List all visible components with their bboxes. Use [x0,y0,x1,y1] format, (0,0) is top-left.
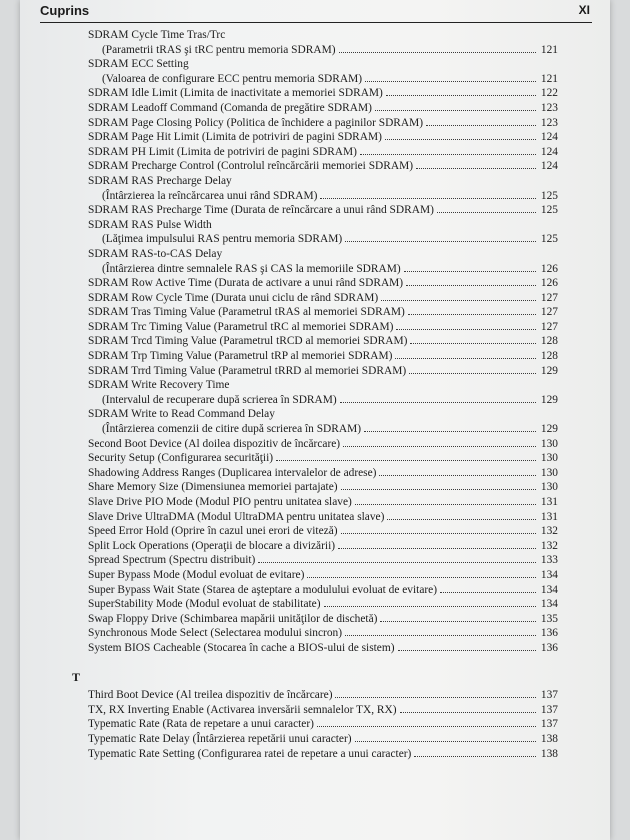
toc-entry-heading: SDRAM RAS Precharge Delay [88,174,232,187]
toc-entry [88,495,558,510]
toc-entry [88,232,558,247]
dot-leader [324,606,536,607]
dot-leader [409,373,536,374]
toc-entry-title: SuperStability Mode (Modul evoluat de stabilitate) [88,598,321,611]
dot-leader [258,562,536,563]
dot-leader [406,285,536,286]
dot-leader [408,314,536,315]
dot-leader [341,533,536,534]
toc-entry-title: System BIOS Cacheable (Stocarea în cache a BIOS-ului de sistem) [88,641,395,654]
toc-entry-title: Split Lock Operations (Operaţii de blocare a divizării) [88,539,336,552]
toc-entry-page: 136 [540,641,558,654]
toc-entry-title: (Lăţimea impulsului RAS pentru memoria SDRAM) [102,233,343,246]
toc-entry [88,524,558,539]
toc-entry [88,262,558,277]
toc-entry-title: SDRAM PH Limit (Limita de potriviri de pagini SDRAM) [88,145,357,158]
toc-entry-title: Super Bypass Mode (Modul evoluat de evitare) [88,568,305,581]
toc-entry-page: 137 [540,718,558,731]
toc-entry [88,641,558,656]
dot-leader [340,402,536,403]
toc-entry [88,291,558,306]
toc-entry-title: SDRAM Row Cycle Time (Durata unui ciclu de rând SDRAM) [88,291,379,304]
toc-entry [88,349,558,364]
toc-entry [88,276,558,291]
toc-entry-title: SDRAM Precharge Control (Controlul reîncărcării memoriei SDRAM) [88,160,413,173]
dot-leader [317,726,536,727]
toc-entry-title: SDRAM Page Closing Policy (Politica de închidere a paginilor SDRAM) [88,116,424,129]
toc-entry-page: 127 [540,320,558,333]
dot-leader [400,712,536,713]
dot-leader [276,460,536,461]
toc-entry-title: SDRAM Row Active Time (Durata de activare a unui rând SDRAM) [88,277,404,290]
toc-entry-page: 126 [540,262,558,275]
toc-entry [88,688,558,703]
dot-leader [307,577,536,578]
toc-entry-title: Speed Error Hold (Oprire în cazul unei erori de viteză) [88,525,338,538]
toc-entry-heading: SDRAM Write Recovery Time [88,379,230,392]
toc-entry-title: SDRAM Trrd Timing Value (Parametrul tRRD al memoriei SDRAM) [88,364,407,377]
toc-entry-title: (Valoarea de configurare ECC pentru memoria SDRAM) [102,72,363,85]
toc-entry-heading: SDRAM Cycle Time Tras/Trc [88,29,226,41]
toc-entry [88,747,558,762]
dot-leader [335,697,536,698]
toc-entry [88,145,558,160]
dot-leader [395,358,536,359]
toc-entry-page: 127 [540,291,558,304]
dot-leader [426,125,536,126]
toc-entry-title: (Întârzierea dintre semnalele RAS şi CAS la memoriile SDRAM) [102,262,401,275]
toc-entry-title: SDRAM Leadoff Command (Comanda de pregătire SDRAM) [88,101,372,114]
toc-entry-page: 123 [540,116,558,129]
header-title: Cuprins [40,3,90,18]
toc-entry-title: (Intervalul de recuperare după scrierea în SDRAM) [102,393,337,406]
toc-entry-page: 128 [540,335,558,348]
toc-entry-page: 131 [540,510,558,523]
toc-entry-title: Super Bypass Wait State (Starea de aşteptare a modulului evoluat de evitare) [88,583,438,596]
toc-entry [88,612,558,627]
toc-entry-title: Slave Drive UltraDMA (Modul UltraDMA pentru unitatea slave) [88,510,385,523]
dot-leader [364,431,536,432]
toc-entry [88,203,558,218]
dot-leader [341,489,536,490]
toc-entry-title: Second Boot Device (Al doilea dispozitiv de încărcare) [88,437,341,450]
toc-entry-page: 124 [540,160,558,173]
table-of-contents [72,28,558,761]
toc-entry-page: 134 [540,568,558,581]
toc-entry [88,305,558,320]
header-page-number: XI [578,3,590,17]
dot-leader [398,650,536,651]
toc-entry-page: 130 [540,452,558,465]
toc-entry-page: 134 [540,598,558,611]
toc-entry-page: 138 [540,732,558,745]
toc-entry-page: 130 [540,437,558,450]
section-letter-t: T [72,669,81,684]
toc-entry-title: Typematic Rate Delay (Întârzierea repetării unui caracter) [88,732,352,745]
toc-entry-page: 121 [540,72,558,85]
dot-leader [404,271,536,272]
dot-leader [385,139,536,140]
toc-entry-page: 137 [540,703,558,716]
toc-entry-page: 133 [540,554,558,567]
toc-entry-heading: SDRAM Write to Read Command Delay [88,408,275,421]
toc-entry-page: 136 [540,627,558,640]
toc-entry [88,116,558,131]
toc-entry [88,568,558,583]
toc-entry-page: 134 [540,583,558,596]
running-header [40,2,592,23]
toc-entry-page: 131 [540,496,558,508]
toc-entry-page: 128 [540,350,558,363]
toc-entry [88,451,558,466]
dot-leader [343,446,536,447]
dot-leader [414,756,536,757]
dot-leader [440,592,536,593]
toc-entry-page: 121 [540,43,558,56]
toc-entry [88,334,558,349]
toc-entry-page: 126 [540,277,558,290]
toc-entry-title: SDRAM RAS Precharge Time (Durata de reîncărcare a unui rând SDRAM) [88,204,434,217]
toc-entry [88,422,558,437]
toc-entry [88,466,558,481]
dot-leader [437,212,536,213]
toc-entry [88,583,558,598]
toc-entry [88,101,558,116]
dot-leader [396,329,536,330]
dot-leader [355,741,536,742]
toc-entry-title: SDRAM Trp Timing Value (Parametrul tRP al memoriei SDRAM) [88,350,393,363]
toc-entry-title: (Întârzierea la reîncărcarea unui rând SDRAM) [102,189,318,202]
toc-entry-page: 132 [540,525,558,538]
toc-entry-page: 132 [540,539,558,552]
toc-entry-page: 138 [540,747,558,760]
dot-leader [410,343,536,344]
toc-entry [88,364,558,379]
toc-entry [88,189,558,204]
toc-entry-title: SDRAM Page Hit Limit (Limita de potriviri de pagini SDRAM) [88,131,382,144]
toc-entry-page: 124 [540,145,558,158]
toc-entry-page: 135 [540,612,558,625]
dot-leader [360,154,536,155]
toc-entry [88,626,558,641]
toc-entry-page: 123 [540,101,558,114]
dot-leader [355,504,536,505]
toc-entry-title: SDRAM Tras Timing Value (Parametrul tRAS al memoriei SDRAM) [88,306,405,319]
toc-entry-title: TX, RX Inverting Enable (Activarea inversării semnalelor TX, RX) [88,703,397,716]
toc-entry-title: SDRAM Trc Timing Value (Parametrul tRC al memoriei SDRAM) [88,320,394,333]
dot-leader [379,475,536,476]
toc-entry-page: 137 [540,689,558,702]
toc-entry [88,480,558,495]
toc-entry [88,320,558,335]
toc-entry-page: 129 [540,393,558,406]
toc-entry-page: 129 [540,423,558,436]
toc-entry [88,597,558,612]
toc-entry [88,159,558,174]
toc-entry-title: Share Memory Size (Dimensiunea memoriei partajate) [88,481,338,494]
toc-entry-page: 125 [540,233,558,246]
toc-entry-title: Typematic Rate Setting (Configurarea ratei de repetare a unui caracter) [88,747,412,760]
dot-leader [365,81,536,82]
dot-leader [386,95,536,96]
toc-entry-heading: SDRAM ECC Setting [88,58,189,71]
toc-entry [88,43,558,58]
dot-leader [339,52,537,53]
dot-leader [387,519,536,520]
dot-leader [345,635,536,636]
toc-entry-page: 124 [540,131,558,144]
toc-entry [88,510,558,525]
toc-entry [88,539,558,554]
toc-entry-title: Spread Spectrum (Spectru distribuit) [88,554,256,567]
dot-leader [320,198,536,199]
toc-entry-page: 130 [540,466,558,479]
toc-entry [88,703,558,718]
toc-section-t [88,688,558,761]
dot-leader [380,621,536,622]
toc-entry-title: Shadowing Address Ranges (Duplicarea intervalelor de adrese) [88,466,377,479]
toc-entry-title: Swap Floppy Drive (Schimbarea mapării unităţilor de dischetă) [88,612,378,625]
toc-entry-title: (Parametrii tRAS şi tRC pentru memoria SDRAM) [102,43,336,56]
dot-leader [338,548,536,549]
toc-entry-title: Slave Drive PIO Mode (Modul PIO pentru unitatea slave) [88,496,352,508]
toc-entry [88,732,558,747]
toc-entry [88,553,558,568]
toc-entry-title: Typematic Rate (Rata de repetare a unui caracter) [88,718,314,731]
toc-entry-page: 129 [540,364,558,377]
toc-entry [88,437,558,452]
dot-leader [381,300,536,301]
toc-entry-title: SDRAM Idle Limit (Limita de inactivitate a memoriei SDRAM) [88,87,383,100]
dot-leader [345,241,536,242]
toc-entry-title: SDRAM Trcd Timing Value (Parametrul tRCD al memoriei SDRAM) [88,335,408,348]
toc-entry-title: (Întârzierea comenzii de citire după scrierea în SDRAM) [102,423,362,436]
toc-entry [88,86,558,101]
dot-leader [416,168,536,169]
toc-entry-page: 125 [540,204,558,217]
toc-entry [88,72,558,87]
toc-entry [88,393,558,408]
toc-entry-title: Synchronous Mode Select (Selectarea modului sincron) [88,627,343,640]
toc-section-s [88,28,558,656]
toc-entry [88,130,558,145]
toc-entry-page: 122 [540,87,558,100]
toc-entry-heading: SDRAM RAS-to-CAS Delay [88,247,223,260]
dot-leader [375,110,536,111]
toc-entry-title: Third Boot Device (Al treilea dispozitiv de încărcare) [88,689,333,702]
toc-entry-page: 130 [540,481,558,494]
toc-entry-page: 125 [540,189,558,202]
toc-entry-title: Security Setup (Configurarea securităţii) [88,452,274,465]
toc-entry-heading: SDRAM RAS Pulse Width [88,218,212,231]
toc-entry [88,717,558,732]
toc-entry-page: 127 [540,306,558,319]
